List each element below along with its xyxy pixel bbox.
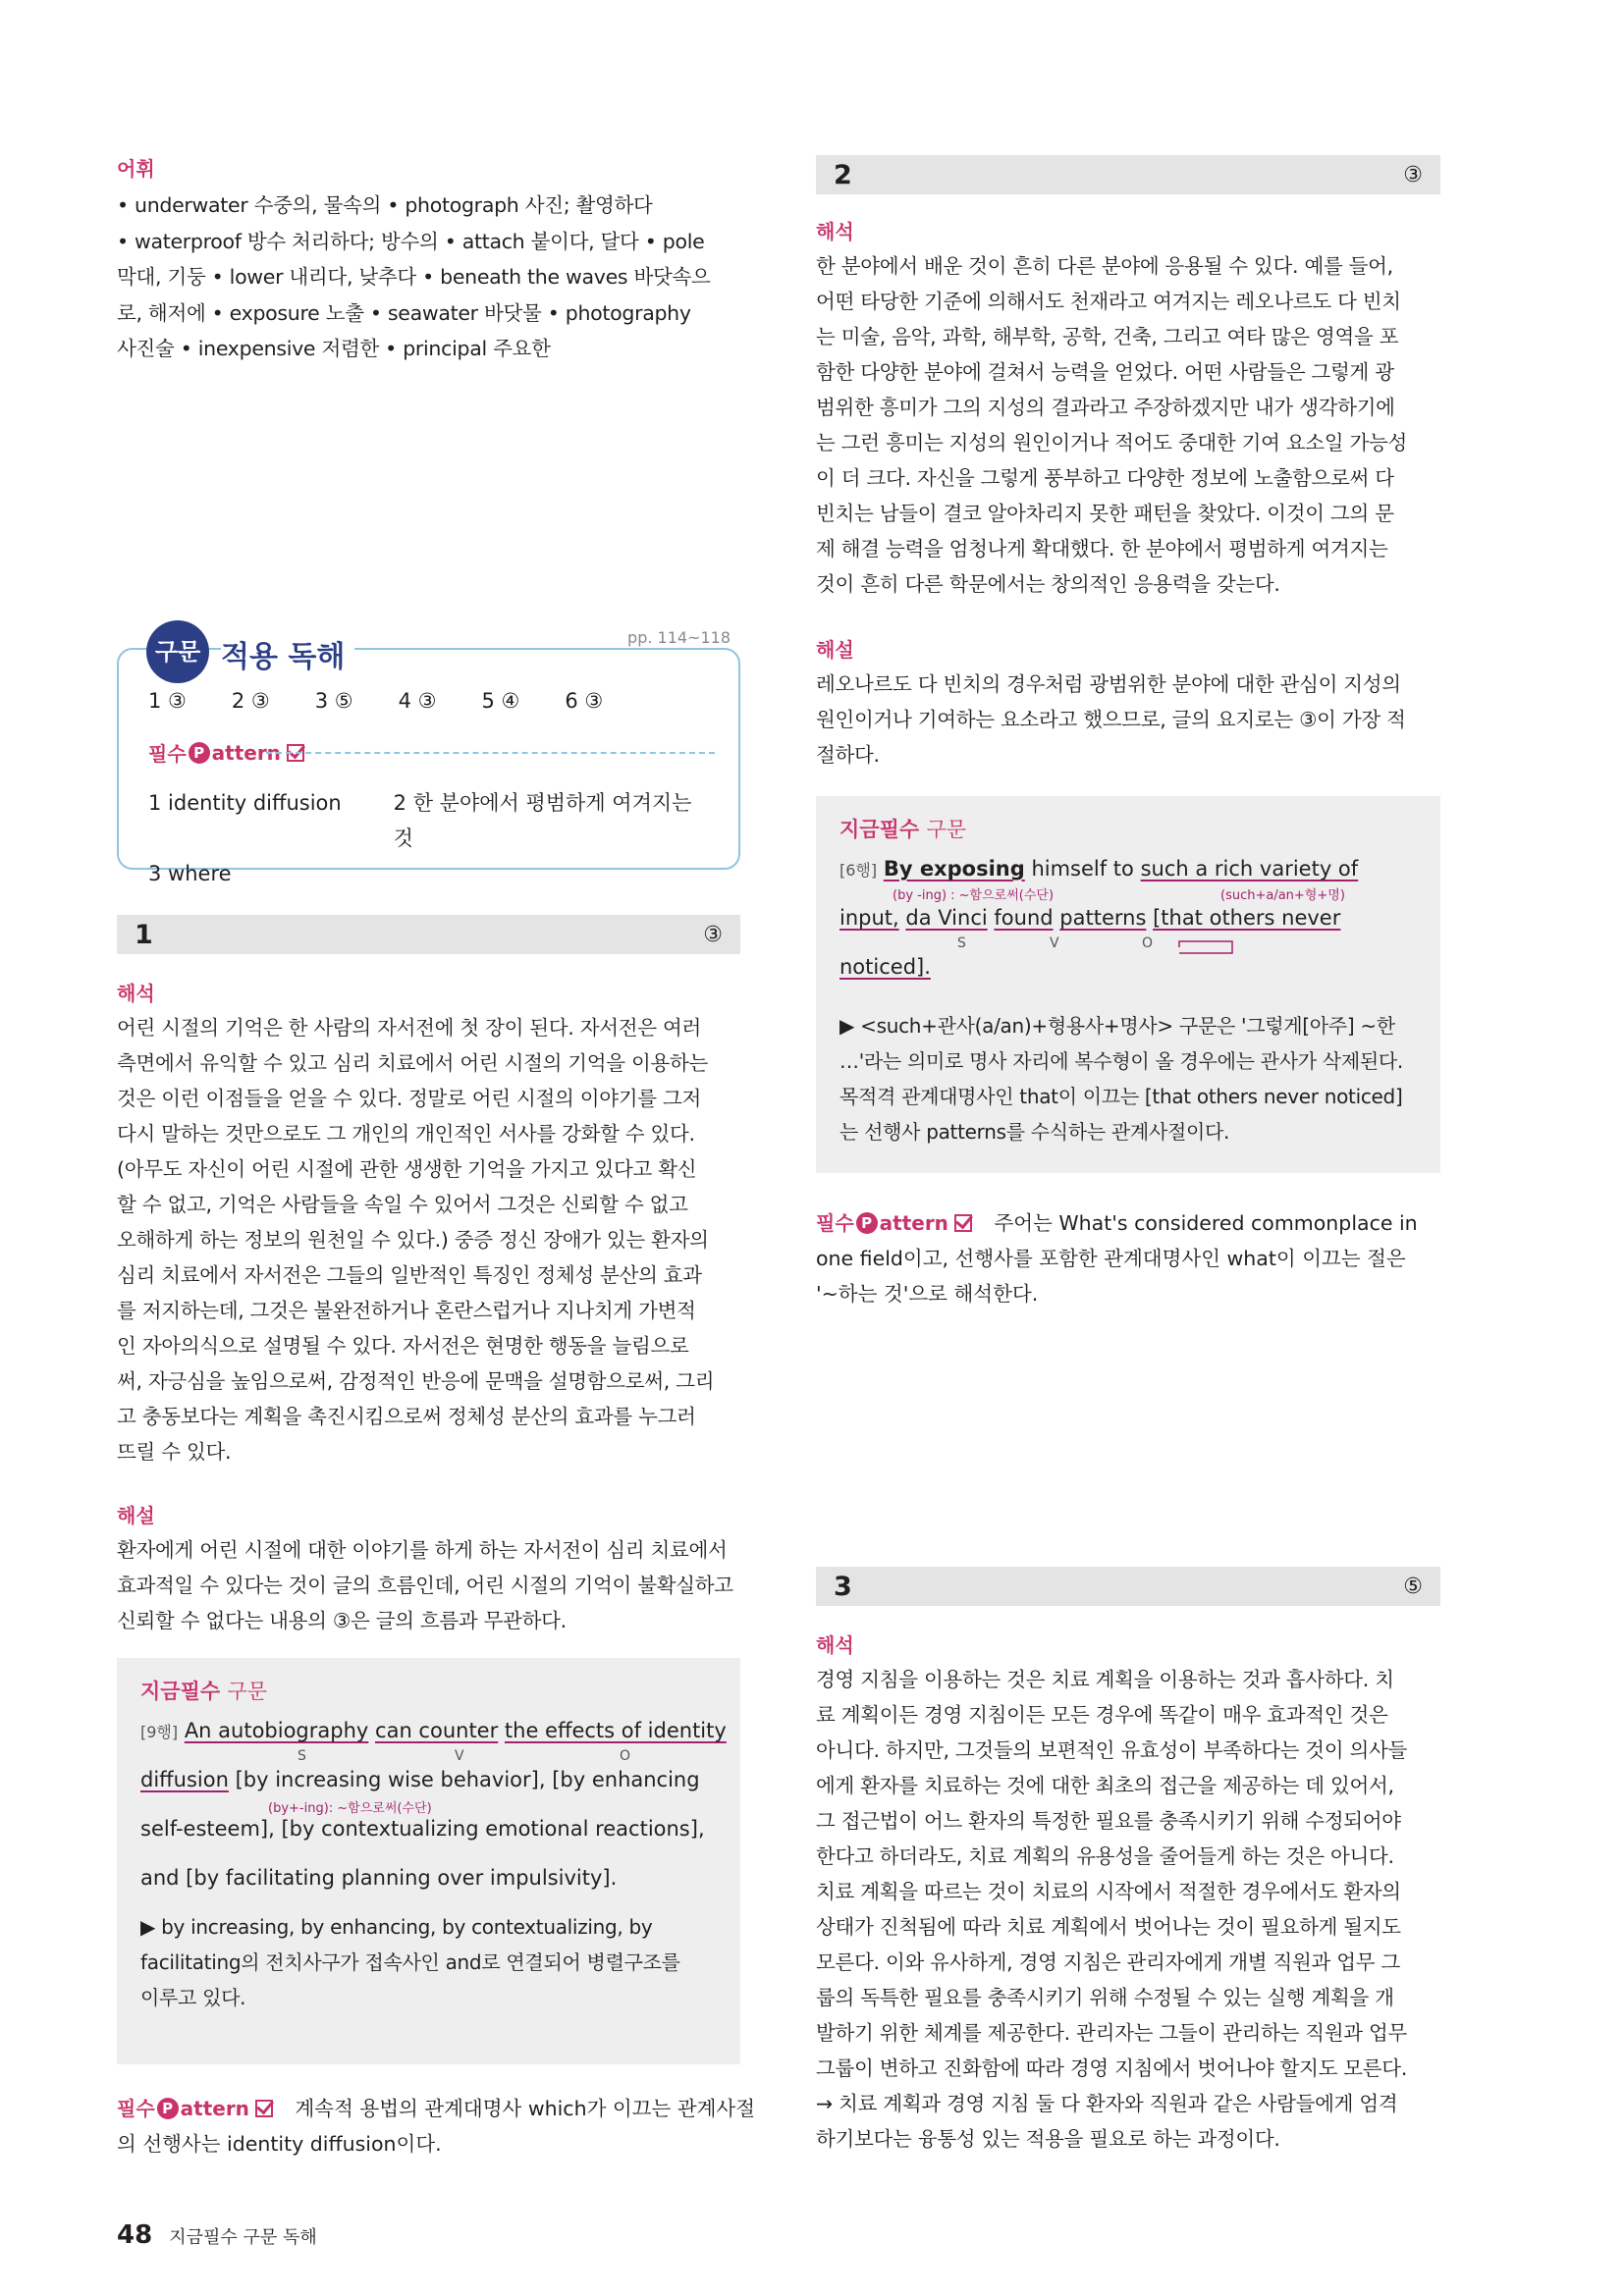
note-line: 이루고 있다.	[140, 1986, 246, 2009]
text-line: 측면에서 유익할 수 있고 심리 치료에서 어린 시절의 기억을 이용하는	[117, 1051, 709, 1075]
verb-phrase: found	[994, 906, 1054, 930]
phrase: By exposing	[883, 857, 1025, 881]
q1-translation	[117, 978, 740, 1469]
answer-box-title: 적용 독해	[221, 632, 354, 675]
vocab-list	[117, 187, 745, 367]
text-line: 하기보다는 융통성 있는 적용을 필요로 하는 과정이다.	[816, 2127, 1280, 2151]
text-line: 한다고 하더라도, 치료 계획의 유용성을 줄어들게 하는 것은 아니다.	[816, 1844, 1394, 1868]
title-part: 지금필수	[839, 818, 920, 841]
vocab-line: • waterproof 방수 처리하다; 방수의 • attach 붙이다, 달다 • pole	[117, 229, 705, 253]
answer-item: 2 ③	[231, 689, 270, 713]
text-line: 발하기 위한 체계를 제공한다. 관리자는 그들이 관리하는 직원과 업무	[816, 2021, 1408, 2045]
note-line: 목적격 관계대명사인 that이 이끄는 [that others never noticed]	[839, 1085, 1403, 1108]
text-line: 환자에게 어린 시절에 대한 이야기를 하게 하는 자서전이 심리 치료에서	[117, 1538, 728, 1562]
note-line: ▶ <such+관사(a/an)+형용사+명사> 구문은 '그렇게[아주] ~한	[839, 1014, 1395, 1038]
explanation-text	[816, 667, 1440, 773]
note-line: 는 선행사 patterns를 수식하는 관계사절이다.	[839, 1120, 1230, 1144]
text-line: 제 해결 능력을 엄청나게 확대했다. 한 분야에서 평범하게 여겨지는	[816, 537, 1388, 561]
text-line: 치료 계획을 따르는 것이 치료의 시작에서 적절한 경우에서도 환자의	[816, 1880, 1401, 1903]
text-line: 다시 말하는 것만으로도 그 개인의 개인적인 서사를 강화할 수 있다.	[117, 1122, 695, 1146]
text-line: 고 충동보다는 계획을 촉진시킴으로써 정체성 분산의 효과를 누그러	[117, 1405, 696, 1428]
pattern-text: 의 선행사는 identity diffusion이다.	[117, 2132, 442, 2156]
phrase: input,	[839, 906, 899, 930]
grammar-box-title	[839, 814, 1417, 843]
relative-clause: [that others never	[1153, 906, 1341, 930]
line-tag: [6행]	[839, 861, 878, 880]
vocab-line: • underwater 수중의, 물속의 • photograph 사진; 촬영하다	[117, 193, 653, 217]
example-line	[839, 906, 1340, 930]
text-line: → 치료 계획과 경영 지침 둘 다 환자와 직원과 같은 사람들에게 엄격	[816, 2092, 1398, 2115]
translation-text	[816, 248, 1440, 602]
vocab-line: 사진술 • inexpensive 저렴한 • principal 주요한	[117, 337, 551, 360]
book-title: 지금필수 구문 독해	[169, 2227, 317, 2248]
text-line: 료 계획이든 경영 지침이든 모든 경우에 똑같이 매우 효과적인 것은	[816, 1703, 1388, 1727]
q1-grammar-box	[117, 1658, 740, 2064]
grammar-note	[839, 1008, 1417, 1149]
example-line	[839, 857, 1358, 881]
question-number: 2	[834, 159, 852, 190]
page-range: pp. 114~118	[622, 628, 731, 647]
vocab-line: 막대, 기둥 • lower 내리다, 낮추다 • beneath the waves 바닷속으	[117, 265, 711, 289]
translation-text	[117, 1010, 740, 1469]
question-answer: ⑤	[1403, 1574, 1423, 1599]
object-phrase: the effects of identity	[504, 1719, 727, 1742]
vocab-section	[117, 153, 745, 367]
object-phrase: patterns	[1059, 906, 1147, 930]
pattern-label-pre: 필수	[148, 742, 187, 766]
vocab-line: 로, 해저에 • exposure 노출 • seawater 바닷물 • photography	[117, 300, 691, 325]
question-number: 1	[135, 919, 153, 950]
page-number: 48	[117, 2220, 153, 2250]
haeseok-label: 해석	[816, 220, 854, 243]
pattern-label-post: attern	[879, 1211, 948, 1235]
answer-item: 1 ③	[148, 689, 187, 713]
text-line: 것은 이런 이점들을 얻을 수 있다. 정말로 어린 시절의 이야기를 그저	[117, 1087, 701, 1110]
title-part: 지금필수	[140, 1680, 221, 1703]
text-line: 것이 흔히 다른 학문에서는 창의적인 응용력을 갖는다.	[816, 572, 1280, 596]
pattern-label-post: attern	[180, 2097, 249, 2120]
relative-arrow-icon	[1173, 935, 1242, 959]
text-line: 범위한 흥미가 그의 지성의 결과라고 주장하겠지만 내가 생각하기에	[816, 396, 1395, 419]
answer-key-box	[117, 628, 740, 885]
dashed-divider	[266, 752, 715, 754]
text-line: 효과적일 수 있다는 것이 글의 흐름인데, 어린 시절의 기억이 불확실하고	[117, 1574, 733, 1597]
question-number: 3	[834, 1571, 852, 1602]
text-line: (아무도 자신이 어린 시절에 관한 생생한 기억을 가지고 있다고 확신	[117, 1157, 697, 1181]
goomun-badge: 구문	[146, 620, 209, 683]
svo-mark: O	[1142, 935, 1154, 951]
pattern-label	[117, 2091, 273, 2126]
grammar-tag: (such+a/an+형+명)	[1220, 888, 1345, 903]
pattern-label-post: attern	[211, 740, 281, 765]
pattern-answer-item: 3 where	[148, 862, 232, 885]
text-line: 써, 자긍심을 높임으로써, 감정적인 반응에 문맥을 설명함으로써, 그리	[117, 1369, 715, 1393]
question-answer: ③	[1403, 162, 1423, 187]
question-3-header	[816, 1567, 1440, 1606]
answer-item: 4 ③	[398, 689, 437, 713]
pattern-answer-item: 2 한 분야에서 평범하게 여겨지는 것	[393, 791, 692, 850]
relative-clause: noticed].	[839, 955, 931, 979]
pattern-label-pre: 필수	[816, 1211, 854, 1235]
text-line: 레오나르도 다 빈치의 경우처럼 광범위한 분야에 대한 관심이 지성의	[816, 672, 1401, 696]
line-tag: [9행]	[140, 1723, 179, 1741]
note-line: facilitating의 전치사구가 접속사인 and로 연결되어 병렬구조를	[140, 1950, 680, 1974]
text-line: 함한 다양한 분야에 걸쳐서 능력을 얻었다. 어떤 사람들은 그렇게 광	[816, 360, 1394, 384]
text-line: 절하다.	[816, 743, 880, 767]
answer-list	[148, 689, 603, 713]
answer-item: 3 ⑤	[314, 689, 353, 713]
title-part: 구문	[227, 1680, 268, 1703]
haeseok-label: 해석	[816, 1633, 854, 1657]
svo-mark: V	[1050, 935, 1059, 951]
pattern-answers	[148, 785, 718, 891]
svo-mark: V	[455, 1748, 464, 1764]
grammar-tag: (by -ing) : ~함으로써(수단)	[893, 888, 1055, 903]
svo-mark: S	[957, 935, 966, 951]
q3-translation	[816, 1629, 1440, 2157]
text-line: 어떤 타당한 기준에 의해서도 천재라고 여겨지는 레오나르도 다 빈치	[816, 290, 1401, 313]
text-line: 원인이거나 기여하는 요소라고 했으므로, 글의 요지로는 ③이 가장 적	[816, 708, 1406, 731]
pattern-label-pre: 필수	[117, 2097, 155, 2120]
q2-explanation	[816, 634, 1440, 773]
text-line: 는 미술, 음악, 과학, 해부학, 공학, 건축, 그리고 여타 많은 영역을 포	[816, 325, 1399, 348]
phrase: such a rich variety of	[1140, 857, 1359, 881]
text-line: 심리 치료에서 자서전은 그들의 일반적인 특징인 정체성 분산의 효과	[117, 1263, 702, 1287]
checkbox-icon	[255, 2100, 273, 2117]
phrase: himself to	[1031, 857, 1134, 881]
text-line: 할 수 없고, 기억은 사람들을 속일 수 있어서 그것은 신뢰할 수 없고	[117, 1193, 688, 1216]
example-line: and [by facilitating planning over impulsivity].	[140, 1866, 618, 1890]
question-2-header	[816, 155, 1440, 194]
text-line: 는 그런 흥미는 지성의 원인이거나 적어도 중대한 기여 요소일 가능성	[816, 431, 1408, 454]
pattern-p-icon: P	[157, 2098, 179, 2119]
text-line: 그룹이 변하고 진화함에 따라 경영 지침에서 벗어나야 할지도 모른다.	[816, 2056, 1408, 2080]
vocab-label: 어휘	[117, 157, 155, 181]
pattern-text: 계속적 용법의 관계대명사 which가 이끄는 관계사절	[295, 2097, 756, 2120]
pattern-text: 주어는 What's considered commonplace in	[994, 1211, 1418, 1235]
text-line: 한 분야에서 배운 것이 흔히 다른 분야에 응용될 수 있다. 예를 들어,	[816, 254, 1393, 278]
answer-item: 5 ④	[481, 689, 520, 713]
text-line: 아니다. 하지만, 그것들의 보편적인 유효성이 부족하다는 것이 의사들	[816, 1738, 1408, 1762]
text-line: 어린 시절의 기억은 한 사람의 자서전에 첫 장이 된다. 자서전은 여러	[117, 1016, 701, 1040]
example-line	[140, 1768, 700, 1791]
translation-text	[816, 1662, 1440, 2157]
question-answer: ③	[703, 922, 723, 947]
answer-item: 6 ③	[565, 689, 604, 713]
example-line: self-esteem], [by contextualizing emotional reactions],	[140, 1817, 705, 1841]
note-line: …'라는 의미로 명사 자리에 복수형이 올 경우에는 관사가 삭제된다.	[839, 1049, 1403, 1073]
text-line: 경영 지침을 이용하는 것은 치료 계획을 이용하는 것과 흡사하다. 치	[816, 1668, 1394, 1691]
object-phrase: diffusion	[140, 1768, 229, 1791]
text-line: 신뢰할 수 없다는 내용의 ③은 글의 흐름과 무관하다.	[117, 1609, 567, 1632]
subject-phrase: da Vinci	[905, 906, 988, 930]
grammar-box-title	[140, 1676, 717, 1705]
q2-grammar-box	[816, 796, 1440, 1173]
pattern-text: '~하는 것'으로 해석한다.	[816, 1282, 1039, 1306]
text-line: 상태가 진척됨에 따라 치료 계획에서 벗어나는 것이 필요하게 될지도	[816, 1915, 1401, 1939]
text-line: 오해하게 하는 정보의 원천일 수 있다.) 중증 정신 장애가 있는 환자의	[117, 1228, 709, 1252]
pattern-text: one field이고, 선행사를 포함한 관계대명사인 what이 이끄는 절은	[816, 1247, 1406, 1270]
q2-pattern	[816, 1205, 1440, 1311]
verb-phrase: can counter	[375, 1719, 499, 1742]
text-line: 에게 환자를 치료하는 것에 대한 최초의 접근을 제공하는 데 있어서,	[816, 1774, 1394, 1797]
q1-explanation	[117, 1500, 740, 1638]
pattern-p-icon: P	[189, 742, 210, 764]
text-line: 를 저지하는데, 그것은 불완전하거나 혼란스럽거나 지나치게 가변적	[117, 1299, 696, 1322]
phrase: [by increasing wise behavior], [by enhancing	[235, 1768, 700, 1791]
explanation-text	[117, 1532, 740, 1638]
haeseol-label: 해설	[816, 638, 854, 662]
haeseok-label: 해석	[117, 982, 155, 1005]
pattern-p-icon: P	[856, 1212, 878, 1234]
text-line: 이 더 크다. 자신을 그렇게 풍부하고 다양한 정보에 노출함으로써 다	[816, 466, 1394, 490]
question-1-header	[117, 915, 740, 954]
text-line: 인 자아의식으로 설명될 수 있다. 자서전은 현명한 행동을 늘림으로	[117, 1334, 689, 1358]
haeseol-label: 해설	[117, 1504, 155, 1527]
text-line: 뜨릴 수 있다.	[117, 1440, 232, 1464]
text-line: 룹의 독특한 필요를 충족시키기 위해 수정될 수 있는 실행 계획을 개	[816, 1986, 1394, 2009]
page-footer	[117, 2220, 317, 2250]
example-sentence	[140, 1719, 727, 1896]
q2-translation	[816, 216, 1440, 602]
text-line: 그 접근법이 어느 환자의 특정한 필요를 충족시키기 위해 수정되어야	[816, 1809, 1401, 1833]
pattern-answer-item: 1 identity diffusion	[148, 791, 342, 815]
svo-mark: S	[298, 1748, 306, 1764]
grammar-tag: (by+-ing): ~함으로써(수단)	[268, 1801, 432, 1816]
subject-phrase: An autobiography	[184, 1719, 369, 1742]
pattern-label	[816, 1205, 972, 1241]
example-line	[140, 1719, 727, 1742]
grammar-note	[140, 1909, 717, 2015]
title-part: 구문	[926, 818, 967, 841]
svo-mark: O	[620, 1748, 631, 1764]
example-sentence	[839, 857, 1417, 994]
text-line: 모른다. 이와 유사하게, 경영 지침은 관리자에게 개별 직원과 업무 그	[816, 1950, 1400, 1974]
text-line: 빈치는 남들이 결코 알아차리지 못한 패턴을 찾았다. 이것이 그의 문	[816, 502, 1394, 525]
q1-pattern	[117, 2091, 756, 2162]
example-line	[839, 955, 931, 979]
checkbox-icon	[954, 1214, 972, 1232]
note-line: ▶ by increasing, by enhancing, by contextualizing, by	[140, 1915, 653, 1939]
